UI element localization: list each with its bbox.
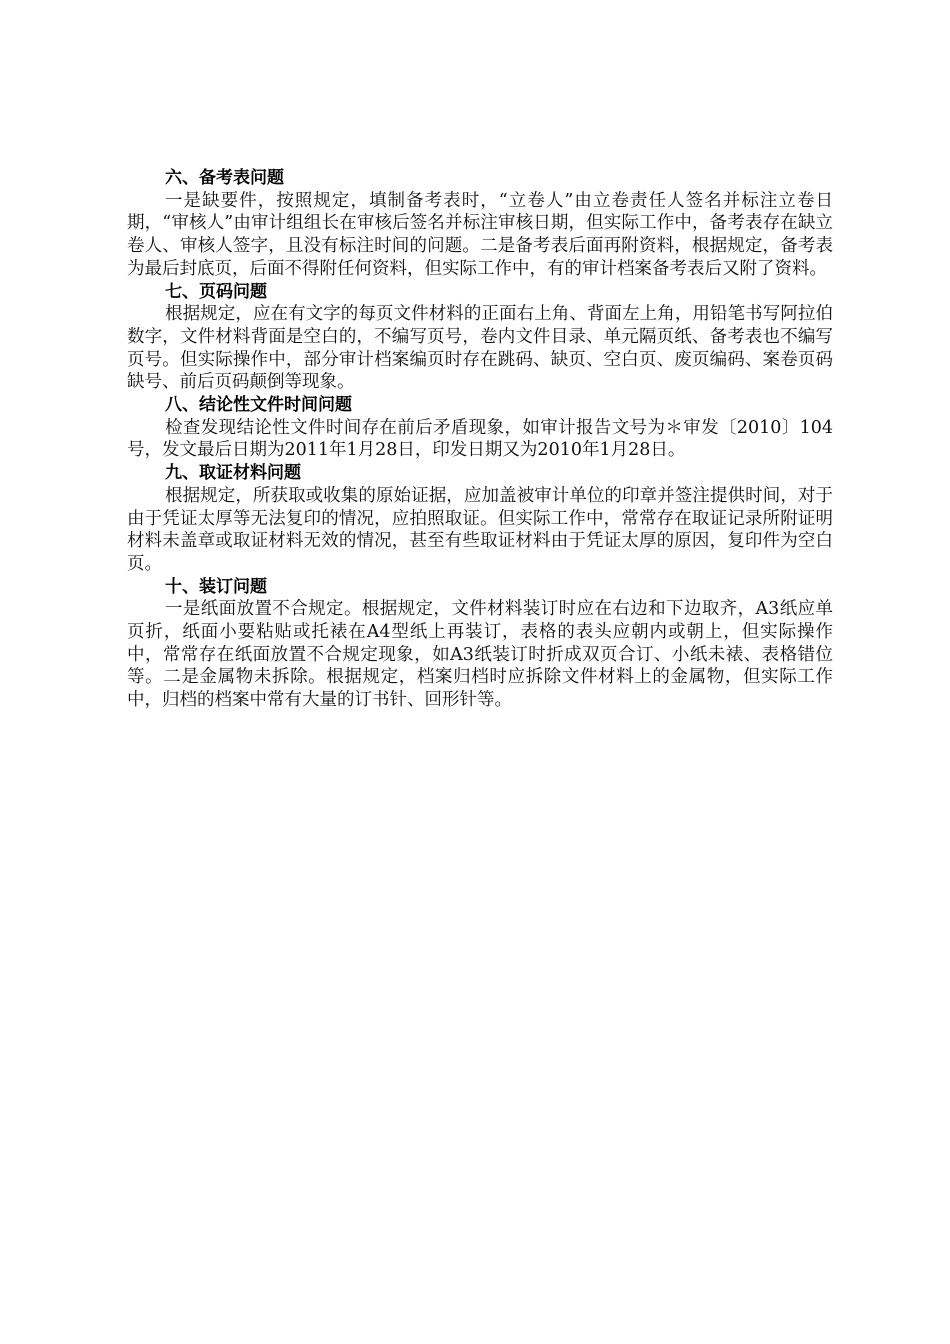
section-heading-conclusion-dates: 八、结论性文件时间问题 — [165, 395, 352, 416]
section-body-evidence: 根据规定，所获取或收集的原始证据，应加盖被审计单位的印章并签注提供时间，对于由于凭证太厚等无法复印的情况，应拍照取证。但实际工作中，常常存在取证记录所附证明材料未盖章或取证材料无效的情况，甚至有些取证材料由于凭证太厚的原因，复印件为空白页。 — [127, 485, 833, 574]
section-body-binding: 一是纸面放置不合规定。根据规定，文件材料装订时应在右边和下边取齐，A3纸应单页折，纸面小要粘贴或托裱在A4型纸上再装订，表格的表头应朝内或朝上，但实际操作中，常常存在纸面放置不合规定现象，如A3纸装订时折成双页合订、小纸未裱、表格错位等。二是金属物未拆除。根据规定，档案归档时应拆除文件材料上的金属物，但实际工作中，归档的档案中常有大量的订书针、回形针等。 — [127, 599, 833, 711]
section-body-page-numbers: 根据规定，应在有文字的每页文件材料的正面右上角、背面左上角，用铅笔书写阿拉伯数字，文件材料背面是空白的，不编写页号，卷内文件目录、单元隔页纸、备考表也不编写页号。但实际操作中，部分审计档案编页时存在跳码、缺页、空白页、废页编码、案卷页码缺号、前后页码颠倒等现象。 — [127, 304, 833, 393]
section-body-backup-sheet: 一是缺要件，按照规定，填制备考表时，“立卷人”由立卷责任人签名并标注立卷日期，“审核人”由审计组组长在审核后签名并标注审核日期，但实际工作中，备考表存在缺立卷人、审核人签字，且没有标注时间的问题。二是备考表后面再附资料，根据规定，备考表为最后封底页，后面不得附任何资料，但实际工作中，有的审计档案备考表后又附了资料。 — [127, 190, 833, 279]
section-heading-backup-sheet: 六、备考表问题 — [165, 168, 284, 188]
section-heading-evidence: 九、取证材料问题 — [165, 463, 301, 484]
section-heading-binding: 十、装订问题 — [165, 576, 267, 597]
section-body-conclusion-dates: 检查发现结论性文件时间存在前后矛盾现象，如审计报告文号为＊审发〔2010〕104号，发文最后日期为2011年1月28日，印发日期又为2010年1月28日。 — [127, 417, 833, 461]
document-content — [127, 167, 833, 712]
section-heading-page-numbers: 七、页码问题 — [165, 281, 267, 302]
